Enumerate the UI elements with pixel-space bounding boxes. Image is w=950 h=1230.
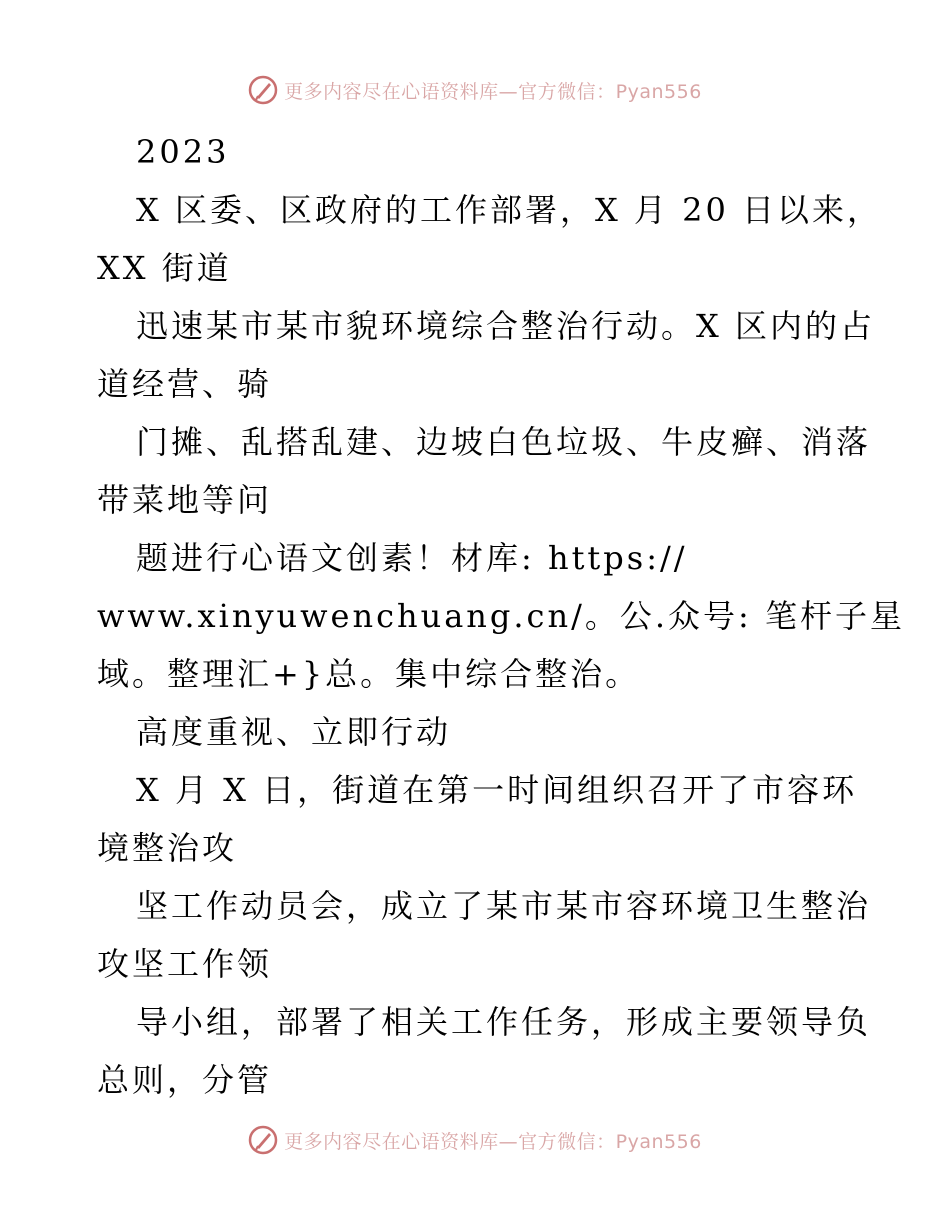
text-line: 带菜地等问 (97, 481, 273, 519)
text-line: www.xinyuwenchuang.cn/。公.众号: 笔杆子星 (97, 597, 905, 635)
text-line: 道经营、骑 (97, 365, 273, 403)
text-line: 题进行心语文创素！材库: https:// (136, 539, 688, 577)
watermark-text: 更多内容尽在心语资料库—官方微信：Pyan556 (284, 80, 702, 103)
text-line: 境整治攻 (97, 829, 238, 867)
text-line: 2023 (136, 133, 230, 171)
text-line: 门摊、乱搭乱建、边坡白色垃圾、牛皮癣、消落 (136, 423, 872, 461)
watermark-text: 更多内容尽在心语资料库—官方微信：Pyan556 (284, 1130, 702, 1153)
text-line: X 月 X 日，街道在第一时间组织召开了市容环 (136, 771, 858, 809)
header-watermark-banner (0, 70, 950, 110)
footer-watermark-banner (0, 1120, 950, 1160)
text-line: XX 街道 (97, 249, 232, 287)
text-line: X 区委、区政府的工作部署，X 月 20 日以来， (136, 191, 882, 229)
text-line: 攻坚工作领 (97, 945, 273, 983)
text-line: 域。整理汇+}总。集中综合整治。 (97, 655, 641, 693)
text-line: 导小组，部署了相关工作任务，形成主要领导负 (136, 1003, 872, 1041)
text-line: 总则，分管 (97, 1061, 273, 1099)
quill-logo-icon (248, 75, 278, 105)
text-line: 迅速某市某市貌环境综合整治行动。X 区内的占 (136, 307, 875, 345)
text-line: 坚工作动员会，成立了某市某市容环境卫生整治 (136, 887, 872, 925)
document-body (97, 123, 905, 1109)
quill-logo-icon (248, 1125, 278, 1155)
section-heading: 高度重视、立即行动 (136, 713, 452, 751)
